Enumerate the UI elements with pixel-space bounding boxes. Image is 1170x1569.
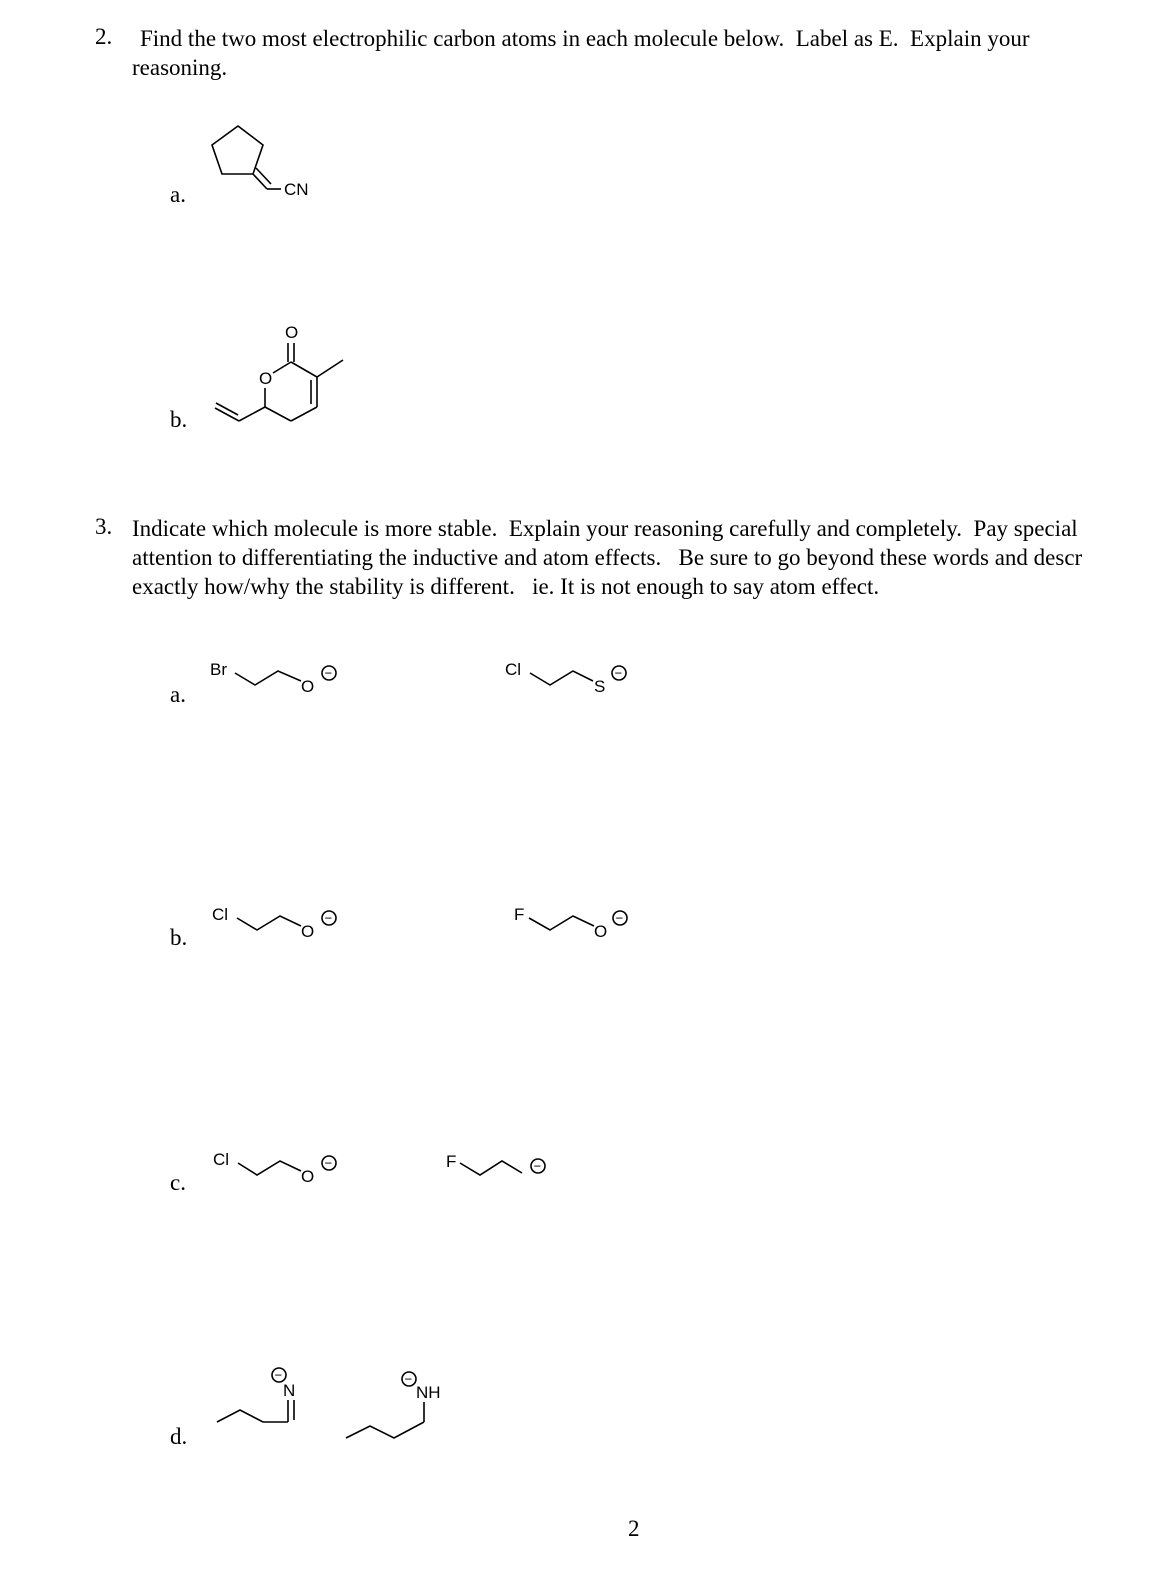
q3b-left-molecule <box>205 900 345 950</box>
q3c-label: c. <box>170 1170 186 1195</box>
q3c-right-molecule <box>442 1145 562 1195</box>
q3d-right-molecule <box>340 1360 470 1450</box>
q2-text-line1: Find the two most electrophilic carbon atoms in each molecule below. Label as E. Explain your <box>140 26 1030 51</box>
q3b-right-molecule <box>510 900 650 950</box>
methyl-bond <box>317 360 343 377</box>
negative-charge: − <box>324 910 333 926</box>
vinyl-bond <box>239 407 265 421</box>
negative-charge: − <box>324 1155 333 1171</box>
chain <box>530 671 593 685</box>
q3-text-line1: Indicate which molecule is more stable. Explain your reasoning carefully and completely. Pay special <box>132 516 1078 541</box>
negative-charge: − <box>615 910 624 926</box>
chain <box>346 1422 424 1438</box>
fluorine: F <box>446 1152 457 1171</box>
q2b-label: b. <box>170 407 188 432</box>
cyclopentane-ring <box>212 126 263 174</box>
chlorine: Cl <box>213 1150 230 1169</box>
q3c-left-molecule <box>205 1145 345 1195</box>
thiolate-sulfur: S <box>594 677 606 696</box>
q2-text-line2: reasoning. <box>132 55 228 80</box>
oxide-oxygen: O <box>594 922 608 941</box>
chain <box>237 916 301 930</box>
chlorine: Cl <box>212 905 229 924</box>
fluorine: F <box>514 905 525 924</box>
page-number: 2 <box>628 1516 640 1541</box>
q2a-molecule <box>195 110 335 210</box>
q3a-right-molecule <box>500 655 640 705</box>
ring-oxygen: O <box>259 369 273 388</box>
q2b-molecule <box>205 318 365 428</box>
chain <box>460 1161 522 1175</box>
q3-text-line3: exactly how/why the stability is different. ie. It is not enough to say atom effect. <box>132 574 880 599</box>
vinyl-double-2 <box>216 403 238 415</box>
nitrile-group: CN <box>284 180 309 199</box>
vinyl-double-1 <box>215 408 239 421</box>
exocyclic-double-bond <box>253 174 267 189</box>
q3-text-line2: attention to differentiating the inductive and atom effects. Be sure to go beyond these words and descr <box>132 545 1083 570</box>
negative-charge: − <box>614 665 623 681</box>
ring-bond-co-calpha <box>291 362 317 377</box>
oxide-oxygen: O <box>301 677 315 696</box>
chain <box>235 671 301 685</box>
q3d-left-molecule <box>205 1360 325 1450</box>
q3d-label: d. <box>170 1424 188 1449</box>
chain <box>529 916 594 930</box>
imine-nitrogen: N <box>283 1381 296 1400</box>
ring-bond-o-c <box>273 362 291 373</box>
carbonyl-oxygen: O <box>285 323 299 342</box>
q3a-left-molecule <box>205 655 345 705</box>
oxide-oxygen: O <box>301 922 315 941</box>
q3b-label: b. <box>170 925 188 950</box>
negative-charge: − <box>274 1367 283 1383</box>
negative-charge: − <box>324 665 333 681</box>
negative-charge: − <box>404 1371 413 1387</box>
bromine: Br <box>210 660 227 679</box>
amide-nitrogen: NH <box>416 1383 441 1402</box>
q2a-label: a. <box>170 182 186 207</box>
q3-number: 3. <box>95 514 113 539</box>
chlorine: Cl <box>505 660 522 679</box>
q3a-label: a. <box>170 682 186 707</box>
exocyclic-double-bond-2 <box>256 168 271 184</box>
negative-charge: − <box>533 1158 542 1174</box>
chain <box>238 1161 301 1175</box>
ring-bond-bottom <box>291 407 317 421</box>
chain <box>217 1410 288 1422</box>
ring-bond-ch2 <box>265 407 291 421</box>
q2-number: 2. <box>95 24 113 49</box>
oxide-oxygen: O <box>301 1167 315 1186</box>
